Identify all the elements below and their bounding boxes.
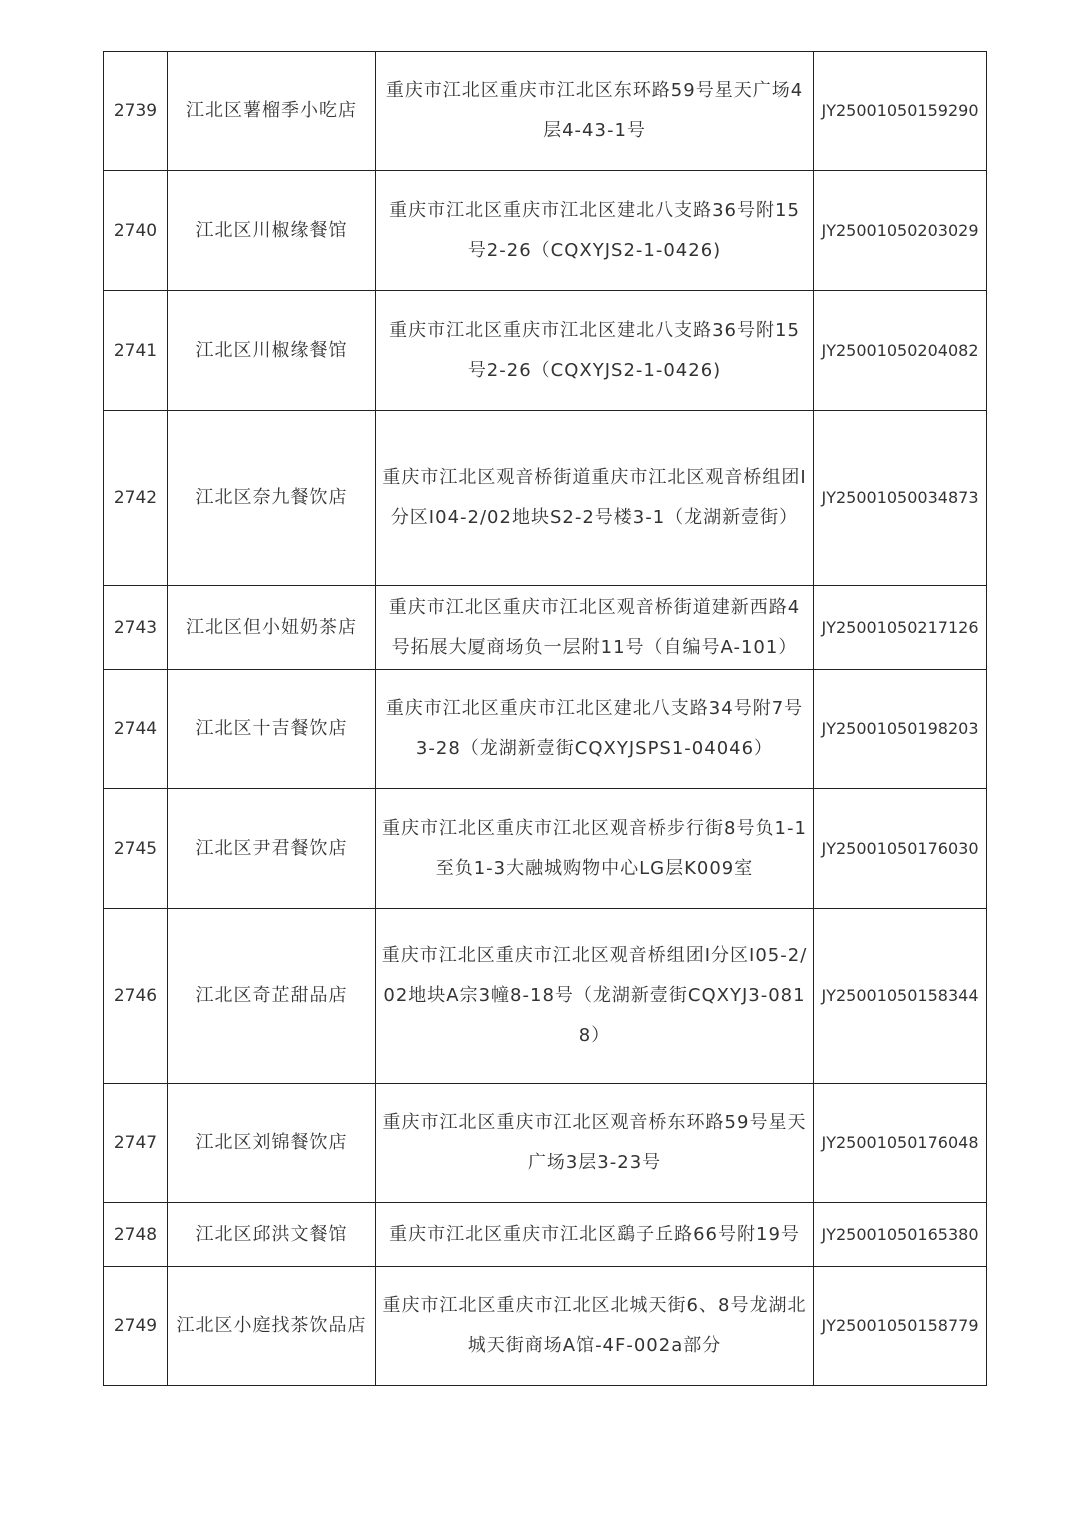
business-name: 江北区十吉餐饮店 (168, 670, 376, 789)
business-name: 江北区小庭找茶饮品店 (168, 1267, 376, 1386)
row-number: 2743 (104, 586, 168, 670)
table-row (104, 411, 987, 586)
business-address: 重庆市江北区重庆市江北区观音桥东环路59号星天广场3层3-23号 (376, 1084, 814, 1203)
row-number: 2749 (104, 1267, 168, 1386)
business-name: 江北区川椒缘餐馆 (168, 291, 376, 411)
row-number: 2747 (104, 1084, 168, 1203)
business-address: 重庆市江北区重庆市江北区鷂子丘路66号附19号 (376, 1203, 814, 1267)
license-number: JY25001050158344 (814, 909, 987, 1084)
license-number: JY25001050203029 (814, 171, 987, 291)
business-address: 重庆市江北区重庆市江北区观音桥组团Ⅰ分区Ⅰ05-2/02地块A宗3幢8-18号（龙湖新壹街CQXYJ3-0818） (376, 909, 814, 1084)
license-number: JY25001050034873 (814, 411, 987, 586)
row-number: 2746 (104, 909, 168, 1084)
table-row (104, 909, 987, 1084)
row-number: 2744 (104, 670, 168, 789)
business-address: 重庆市江北区重庆市江北区北城天街6、8号龙湖北城天街商场A馆-4F-002a部分 (376, 1267, 814, 1386)
business-name: 江北区奇芷甜品店 (168, 909, 376, 1084)
table-row (104, 670, 987, 789)
table-row (104, 586, 987, 670)
row-number: 2741 (104, 291, 168, 411)
business-name: 江北区薯榴季小吃店 (168, 52, 376, 171)
business-address: 重庆市江北区观音桥街道重庆市江北区观音桥组团Ⅰ分区I04-2/02地块S2-2号楼3-1（龙湖新壹街） (376, 411, 814, 586)
business-address: 重庆市江北区重庆市江北区建北八支路34号附7号3-28（龙湖新壹街CQXYJSPS1-04046） (376, 670, 814, 789)
table-row (104, 1203, 987, 1267)
table-row (104, 1084, 987, 1203)
license-number: JY25001050159290 (814, 52, 987, 171)
license-number: JY25001050158779 (814, 1267, 987, 1386)
business-address: 重庆市江北区重庆市江北区观音桥步行街8号负1-1至负1-3大融城购物中心LG层K009室 (376, 789, 814, 909)
table-row (104, 291, 987, 411)
row-number: 2740 (104, 171, 168, 291)
table-row (104, 52, 987, 171)
table-row (104, 171, 987, 291)
business-name: 江北区但小妞奶茶店 (168, 586, 376, 670)
license-number: JY25001050176030 (814, 789, 987, 909)
business-name: 江北区尹君餐饮店 (168, 789, 376, 909)
row-number: 2748 (104, 1203, 168, 1267)
row-number: 2742 (104, 411, 168, 586)
business-license-table (103, 51, 987, 1386)
license-number: JY25001050204082 (814, 291, 987, 411)
business-address: 重庆市江北区重庆市江北区观音桥街道建新西路4号拓展大厦商场负一层附11号（自编号A-101） (376, 586, 814, 670)
business-address: 重庆市江北区重庆市江北区东环路59号星天广场4层4-43-1号 (376, 52, 814, 171)
license-number: JY25001050217126 (814, 586, 987, 670)
license-number: JY25001050198203 (814, 670, 987, 789)
table-row (104, 789, 987, 909)
business-address: 重庆市江北区重庆市江北区建北八支路36号附15号2-26（CQXYJS2-1-0426) (376, 291, 814, 411)
row-number: 2739 (104, 52, 168, 171)
row-number: 2745 (104, 789, 168, 909)
business-name: 江北区邱洪文餐馆 (168, 1203, 376, 1267)
business-name: 江北区川椒缘餐馆 (168, 171, 376, 291)
table-row (104, 1267, 987, 1386)
license-number: JY25001050165380 (814, 1203, 987, 1267)
license-number: JY25001050176048 (814, 1084, 987, 1203)
business-address: 重庆市江北区重庆市江北区建北八支路36号附15号2-26（CQXYJS2-1-0426) (376, 171, 814, 291)
business-name: 江北区刘锦餐饮店 (168, 1084, 376, 1203)
business-name: 江北区奈九餐饮店 (168, 411, 376, 586)
